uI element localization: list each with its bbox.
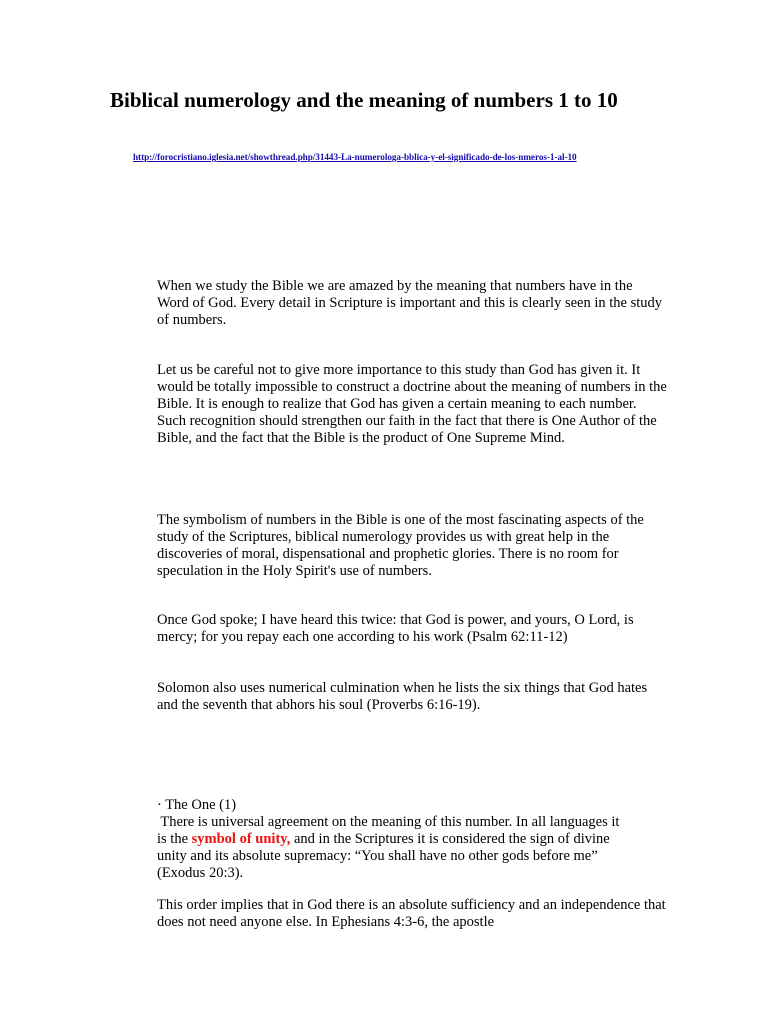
section-text-highlight-line [157,831,667,848]
highlight-symbol-of-unity: symbol of unity, [191,831,291,847]
paragraph-psalm-quote: Once God spoke; I have heard this twice: that God is power, and yours, O Lord, is mercy; for you repay each one according to his work (Psalm 62:11-12) [157,612,634,645]
section-text-line: (Exodus 20:3). [157,865,244,881]
paragraph-proverbs: Solomon also uses numerical culmination when he lists the six things that God hates and the seventh that abhors his soul (Proverbs 6:16-19). [157,680,648,713]
paragraph-symbolism: The symbolism of numbers in the Bible is one of the most fascinating aspects of the study of the Scriptures, biblical numerology provides us with great help in the discoveries of moral, dispensational and prophetic glories. There is no room for speculation in the Holy Spirit's use of numbers. [157,512,644,579]
paragraph-sufficiency: This order implies that in God there is an absolute sufficiency and an independence that does not need anyone else. In Ephesians 4:3-6, the apostle [157,897,666,930]
section-number-one [157,797,667,882]
source-link[interactable]: http://forocristiano.iglesia.net/showthread.php/31443-La-numerologa-bblica-y-el-significado-de-los-nmeros-1-al-10 [133,152,577,162]
section-heading: · The One (1) [157,797,237,813]
section-text-after: and in the Scriptures it is considered the sign of divine [290,831,610,847]
section-text-before: is the [157,831,192,847]
section-text-line: unity and its absolute supremacy: “You shall have no other gods before me” [157,848,598,864]
paragraph-caution: Let us be careful not to give more importance to this study than God has given it. It would be totally impossible to construct a doctrine about the meaning of numbers in the Bible. It is enough to realize that God has given a certain meaning to each number. Such recognition should strengthen our faith in the fact that there is One Author of the Bible, and the fact that the Bible is the product of One Supreme Mind. [157,362,667,446]
paragraph-intro: When we study the Bible we are amazed by the meaning that numbers have in the Word of God. Every detail in Scripture is important and this is clearly seen in the study of numbers. [157,278,663,328]
section-text-line: There is universal agreement on the meaning of this number. In all languages it [157,814,620,830]
document-title: Biblical numerology and the meaning of numbers 1 to 10 [110,88,618,112]
